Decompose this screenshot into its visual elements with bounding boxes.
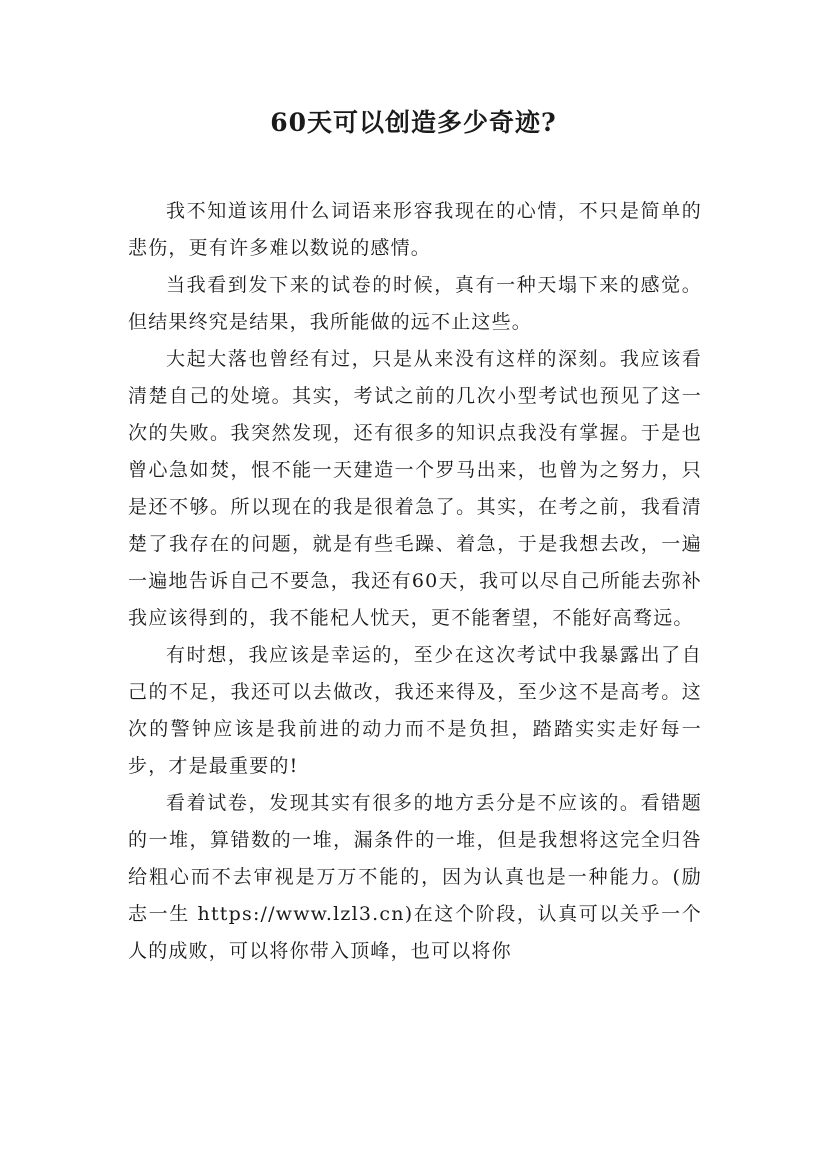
paragraph-2: 当我看到发下来的试卷的时候，真有一种天塌下来的感觉。但结果终究是结果，我所能做的远不止这些。 [128, 274, 702, 333]
paragraph-1: 我不知道该用什么词语来形容我现在的心情，不只是简单的悲伤，更有许多难以数说的感情。 [128, 200, 702, 259]
paragraph-4: 有时想，我应该是幸运的，至少在这次考试中我暴露出了自己的不足，我还可以去做改，我还来得及，至少这不是高考。这次的警钟应该是我前进的动力而不是负担，踏踏实实走好每一步，才是最重要的! [128, 644, 702, 777]
document-body [128, 193, 702, 970]
document-title: 60天可以创造多少奇迹? [270, 108, 557, 137]
paragraph-5: 看着试卷，发现其实有很多的地方丢分是不应该的。看错题的一堆，算错数的一堆，漏条件的一堆，但是我想将这完全归咎给粗心而不去审视是万万不能的，因为认真也是一种能力。(励志一生 https://www.lzl3.cn)在这个阶段，认真可以关乎一个人的成败，可以将你带入顶峰，也可以将你 [128, 792, 702, 962]
paragraph-3: 大起大落也曾经有过，只是从来没有这样的深刻。我应该看清楚自己的处境。其实，考试之前的几次小型考试也预见了这一次的失败。我突然发现，还有很多的知识点我没有掌握。于是也曾心急如焚，恨不能一天建造一个罗马出来，也曾为之努力，只是还不够。所以现在的我是很着急了。其实，在考之前，我看清楚了我存在的问题，就是有些毛躁、着急，于是我想去改，一遍一遍地告诉自己不要急，我还有60天，我可以尽自己所能去弥补我应该得到的，我不能杞人忧天，更不能奢望，不能好高骛远。 [128, 348, 702, 629]
